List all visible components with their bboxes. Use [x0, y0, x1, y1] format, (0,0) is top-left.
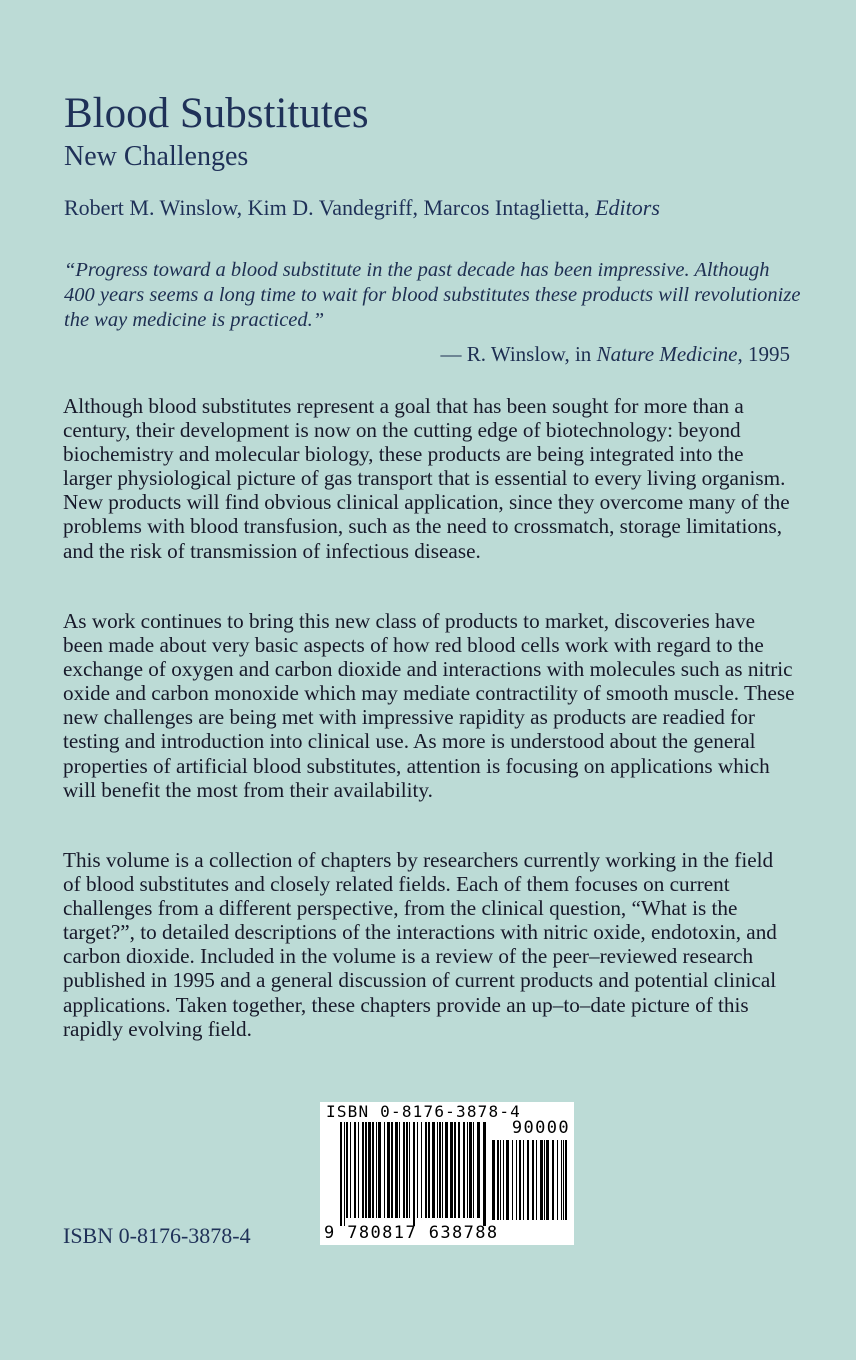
barcode-bar [467, 1122, 468, 1218]
editors-role: Editors [595, 195, 660, 220]
barcode-bar [500, 1140, 501, 1220]
barcode-bar [454, 1122, 456, 1218]
attribution-source: Nature Medicine [596, 342, 738, 366]
barcode-bar [463, 1122, 465, 1218]
barcode-bar [391, 1122, 393, 1218]
barcode-bar [442, 1122, 443, 1218]
barcode-bar [387, 1122, 390, 1218]
isbn-text: ISBN 0-8176-3878-4 [63, 1223, 251, 1248]
barcode-bar [350, 1122, 351, 1218]
barcode-bar [425, 1122, 427, 1218]
barcode-bar [406, 1122, 408, 1218]
barcode-bar [354, 1122, 356, 1218]
barcode-bar [365, 1122, 367, 1218]
book-title: Blood Substitutes [64, 90, 369, 137]
barcode-bar [540, 1140, 543, 1220]
barcode-bar [432, 1122, 435, 1218]
barcode-bar [450, 1122, 453, 1218]
barcode-bar [439, 1122, 441, 1218]
description-paragraph: Although blood substitutes represent a goal that has been sought for more than a century, their development is now on the cutting edge of biotechnology: beyond biochemistry and molecular biology, these products are being integrated into the larger physiological picture of gas transport that is essential to every living organism. New products will find obvious clinical application, since they overcome many of the problems with blood transfusion, such as the need to crossmatch, storage limitations, and the risk of transmission of infectious disease. [63, 394, 790, 563]
barcode-bar [395, 1122, 398, 1218]
book-subtitle: New Challenges [64, 141, 249, 172]
barcode-bar [497, 1140, 499, 1220]
description-paragraph: As work continues to bring this new class of products to market, discoveries have been made about very basic aspects of how red blood cells work with regard to the exchange of oxygen and carbon dioxide and interactions with molecules such as nitric oxide and carbon monoxide which may mediate contractility of smooth muscle. These new challenges are being met with impressive rapidity as products are readied for testing and introduction into clinical use. As more is understood about the general properties of artificial blood substitutes, attention is focusing on applications which will benefit the most from their availability. [63, 609, 795, 802]
barcode-bar [546, 1140, 549, 1220]
barcode-bar [437, 1122, 438, 1218]
barcode-bar [516, 1140, 517, 1220]
barcode-bar [477, 1122, 480, 1218]
barcode-bar [362, 1122, 364, 1218]
barcode-bar [506, 1140, 509, 1220]
barcode-bar [563, 1140, 564, 1220]
barcode-bar [409, 1122, 410, 1218]
barcode-bar [413, 1122, 415, 1226]
barcode-price-code: 90000 [511, 1118, 570, 1138]
barcode-bar [340, 1122, 342, 1226]
barcode-bar [527, 1140, 529, 1220]
barcode-bar [469, 1122, 472, 1218]
barcode-bar [561, 1140, 562, 1220]
barcode-bar [421, 1122, 422, 1218]
attribution-author: — R. Winslow, in [440, 342, 592, 366]
barcode-bar [473, 1122, 474, 1218]
barcode-bar [536, 1140, 537, 1220]
barcode-bar [378, 1122, 381, 1218]
barcode-bar [503, 1140, 504, 1220]
barcode-bar [483, 1122, 486, 1226]
barcode-ean-number: 9 780817 638788 [324, 1223, 499, 1243]
barcode-bar [445, 1122, 448, 1218]
blurb-quote: “Progress toward a blood substitute in the past decade has been impressive. Although 400 years seems a long time to wait for blood substitutes these products will revolutionize the way medicine is practiced.” [64, 259, 801, 331]
barcode-bar [344, 1122, 345, 1226]
barcode-bar [399, 1122, 400, 1218]
barcode-bar [523, 1140, 524, 1220]
barcode-bar [532, 1140, 534, 1220]
attribution-year: , 1995 [737, 342, 790, 366]
barcode-bar [376, 1122, 377, 1218]
barcode-bar [417, 1122, 418, 1218]
description-paragraph: This volume is a collection of chapters by researchers currently working in the field of blood substitutes and closely related fields. Each of them focuses on current challenges from a different perspective, from the clinical question, “What is the target?”, to detailed descriptions of the interactions with nitric oxide, endotoxin, and carbon dioxide. Included in the volume is a review of the peer–reviewed research published in 1995 and a general discussion of current products and potential clinical applications. Taken together, these chapters provide an up–to–date picture of this rapidly evolving field. [63, 848, 777, 1041]
barcode-bar [557, 1140, 558, 1220]
barcode-bar [368, 1122, 371, 1218]
barcode-bar [458, 1122, 460, 1218]
barcode-bar [346, 1122, 348, 1218]
editor-names: Robert M. Winslow, Kim D. Vandegriff, Marcos Intaglietta, [64, 195, 590, 220]
barcode-bar [512, 1140, 513, 1220]
barcode-bar [428, 1122, 430, 1218]
barcode-bar [552, 1140, 554, 1220]
barcode-bar [519, 1140, 521, 1220]
barcode-bar [403, 1122, 405, 1218]
barcode-bar [358, 1122, 359, 1218]
barcode-bar [544, 1140, 545, 1220]
barcode-isbn-label: ISBN 0-8176-3878-4 [326, 1102, 521, 1121]
editors-line [64, 195, 660, 221]
barcode-bar [565, 1140, 567, 1220]
barcode-bar [492, 1140, 495, 1220]
quote-attribution [440, 342, 790, 367]
isbn-barcode [320, 1102, 574, 1245]
barcode-bar [384, 1122, 385, 1218]
barcode-bar [372, 1122, 374, 1218]
